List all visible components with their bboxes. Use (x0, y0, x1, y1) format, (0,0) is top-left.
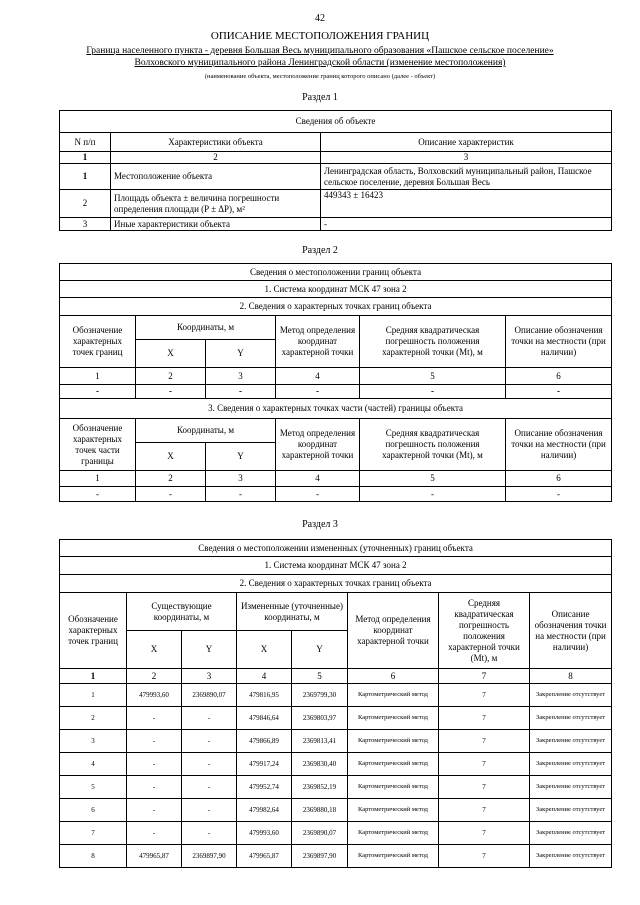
table-row (60, 730, 612, 753)
numbering-cell: 6 (348, 669, 439, 684)
section-2-table-title: Сведения о местоположении границ объекта (60, 264, 612, 281)
table-row (60, 385, 612, 399)
table-row (60, 845, 612, 868)
existing-x: - (127, 730, 182, 753)
existing-x: - (127, 776, 182, 799)
accuracy: 7 (439, 753, 530, 776)
table-row (60, 776, 612, 799)
accuracy: 7 (439, 707, 530, 730)
numbering-cell: 4 (276, 368, 360, 385)
header-x: X (136, 443, 206, 471)
numbering-cell: 5 (360, 368, 506, 385)
changed-x: 479965,87 (237, 845, 292, 868)
table-row (60, 707, 612, 730)
table-row (60, 218, 612, 231)
numbering-cell: 4 (276, 471, 360, 487)
numbering-cell: 5 (360, 471, 506, 487)
subtitle-line-1: Граница населенного пункта - деревня Большая Весь муниципального образования «Пашское сельское поселение» (86, 46, 554, 56)
row-description: Ленинградская область, Волховский муниципальный район, Пашское сельское поселение, деревня Большая Весь (321, 164, 612, 190)
document-subtitle (40, 45, 600, 69)
section-1-table-title: Сведения об объекте (60, 111, 612, 133)
method: Картометрический метод (348, 753, 439, 776)
header-x: X (237, 631, 292, 669)
numbering-cell: 3 (206, 471, 276, 487)
changed-x: 479846,64 (237, 707, 292, 730)
header-y: Y (182, 631, 237, 669)
point-description: Закрепление отсутствует (530, 799, 612, 822)
empty-cell: - (360, 487, 506, 502)
accuracy: 7 (439, 730, 530, 753)
changed-y: 2369880,18 (292, 799, 348, 822)
row-characteristic: Местоположение объекта (111, 164, 321, 190)
table-row (60, 487, 612, 502)
section-2-table (59, 263, 612, 502)
accuracy: 7 (439, 845, 530, 868)
header-point-description: Описание обозначения точки на местности (при наличии) (530, 593, 612, 669)
section-3-table-title: Сведения о местоположении измененных (уточненных) границ объекта (60, 540, 612, 557)
point-description: Закрепление отсутствует (530, 730, 612, 753)
point-description: Закрепление отсутствует (530, 753, 612, 776)
numbering-cell: 6 (506, 368, 612, 385)
method: Картометрический метод (348, 799, 439, 822)
numbering-cell: 3 (321, 152, 612, 164)
changed-y: 2369852,19 (292, 776, 348, 799)
coord-system-label: 1. Система координат МСК 47 зона 2 (60, 557, 612, 575)
numbering-cell: 1 (60, 471, 136, 487)
header-method: Метод определения координат характерной точки (276, 419, 360, 471)
point-description: Закрепление отсутствует (530, 707, 612, 730)
numbering-cell: 6 (506, 471, 612, 487)
section-1-heading: Раздел 1 (302, 92, 338, 103)
point-number: 4 (60, 753, 127, 776)
page-number: 42 (315, 13, 325, 24)
empty-cell: - (60, 487, 136, 502)
boundary-points-subtitle: 2. Сведения о характерных точках границ объекта (60, 575, 612, 593)
numbering-cell: 7 (439, 669, 530, 684)
changed-y: 2369830,40 (292, 753, 348, 776)
empty-cell: - (276, 487, 360, 502)
numbering-cell: 5 (292, 669, 348, 684)
method: Картометрический метод (348, 845, 439, 868)
point-number: 2 (60, 707, 127, 730)
row-characteristic: Иные характеристики объекта (111, 218, 321, 231)
numbering-cell: 1 (60, 368, 136, 385)
header-method: Метод определения координат характерной точки (276, 316, 360, 368)
empty-cell: - (506, 385, 612, 399)
header-point-description: Описание обозначения точки на местности (при наличии) (506, 316, 612, 368)
existing-x: - (127, 799, 182, 822)
point-number: 1 (60, 684, 127, 707)
empty-cell: - (60, 385, 136, 399)
existing-y: 2369890,07 (182, 684, 237, 707)
changed-x: 479982,64 (237, 799, 292, 822)
header-coordinates: Координаты, м (136, 316, 276, 340)
method: Картометрический метод (348, 707, 439, 730)
numbering-cell: 1 (60, 152, 111, 164)
numbering-cell: 4 (237, 669, 292, 684)
changed-y: 2369813,41 (292, 730, 348, 753)
header-coordinates: Координаты, м (136, 419, 276, 443)
existing-x: 479993,60 (127, 684, 182, 707)
existing-x: - (127, 753, 182, 776)
point-description: Закрепление отсутствует (530, 822, 612, 845)
empty-cell: - (136, 487, 206, 502)
method: Картометрический метод (348, 684, 439, 707)
existing-x: - (127, 822, 182, 845)
header-number: N п/п (60, 133, 111, 152)
section-3-table (59, 539, 612, 868)
subtitle-line-2: Волховского муниципального района Ленинградской области (изменение местоположения) (134, 58, 506, 68)
document-title: ОПИСАНИЕ МЕСТОПОЛОЖЕНИЯ ГРАНИЦ (210, 30, 430, 42)
table-row (60, 822, 612, 845)
empty-cell: - (360, 385, 506, 399)
method: Картометрический метод (348, 822, 439, 845)
numbering-cell: 1 (60, 669, 127, 684)
changed-x: 479917,24 (237, 753, 292, 776)
numbering-cell: 2 (136, 471, 206, 487)
empty-cell: - (206, 487, 276, 502)
header-x: X (127, 631, 182, 669)
method: Картометрический метод (348, 776, 439, 799)
point-description: Закрепление отсутствует (530, 684, 612, 707)
numbering-cell: 3 (182, 669, 237, 684)
point-number: 8 (60, 845, 127, 868)
row-number: 3 (60, 218, 111, 231)
point-number: 7 (60, 822, 127, 845)
table-row (60, 753, 612, 776)
numbering-cell: 2 (111, 152, 321, 164)
existing-y: - (182, 799, 237, 822)
changed-y: 2369890,07 (292, 822, 348, 845)
accuracy: 7 (439, 822, 530, 845)
existing-x: - (127, 707, 182, 730)
accuracy: 7 (439, 799, 530, 822)
table-row (60, 684, 612, 707)
table-row (60, 164, 612, 190)
subtitle-note: (наименование объекта, местоположение границ которого описано (далее - объект) (204, 73, 436, 80)
numbering-cell: 2 (127, 669, 182, 684)
header-designation-part: Обозначение характерных точек части границы (60, 419, 136, 471)
header-accuracy: Средняя квадратическая погрешность положения характерной точки (Mt), м (439, 593, 530, 669)
section-2-heading: Раздел 2 (302, 245, 338, 256)
accuracy: 7 (439, 684, 530, 707)
boundary-points-subtitle: 2. Сведения о характерных точках границ объекта (60, 298, 612, 316)
existing-y: 2369897,90 (182, 845, 237, 868)
header-method: Метод определения координат характерной точки (348, 593, 439, 669)
row-number: 1 (60, 164, 111, 190)
header-y: Y (292, 631, 348, 669)
existing-x: 479965,87 (127, 845, 182, 868)
point-number: 6 (60, 799, 127, 822)
section-3-rows (60, 684, 612, 868)
header-characteristic: Характеристики объекта (111, 133, 321, 152)
existing-y: - (182, 707, 237, 730)
point-number: 5 (60, 776, 127, 799)
row-description: 449343 ± 16423 (321, 190, 612, 218)
changed-x: 479993,60 (237, 822, 292, 845)
row-description: - (321, 218, 612, 231)
header-x: X (136, 340, 206, 368)
header-point-description: Описание обозначения точки на местности (при наличии) (506, 419, 612, 471)
numbering-cell: 8 (530, 669, 612, 684)
point-number: 3 (60, 730, 127, 753)
numbering-cell: 2 (136, 368, 206, 385)
section-3-heading: Раздел 3 (302, 519, 338, 530)
empty-cell: - (276, 385, 360, 399)
changed-x: 479816,95 (237, 684, 292, 707)
existing-y: - (182, 753, 237, 776)
header-existing-coordinates: Существующие координаты, м (127, 593, 237, 631)
changed-y: 2369799,30 (292, 684, 348, 707)
header-accuracy: Средняя квадратическая погрешность положения характерной точки (Mt), м (360, 419, 506, 471)
part-points-subtitle: 3. Сведения о характерных точках части (частей) границы объекта (60, 399, 612, 419)
point-description: Закрепление отсутствует (530, 845, 612, 868)
table-row (60, 799, 612, 822)
existing-y: - (182, 822, 237, 845)
coord-system-label: 1. Система координат МСК 47 зона 2 (60, 281, 612, 298)
header-description: Описание характеристик (321, 133, 612, 152)
numbering-cell: 3 (206, 368, 276, 385)
empty-cell: - (136, 385, 206, 399)
header-accuracy: Средняя квадратическая погрешность положения характерной точки (Mt), м (360, 316, 506, 368)
changed-y: 2369803,97 (292, 707, 348, 730)
empty-cell: - (506, 487, 612, 502)
header-changed-coordinates: Измененные (уточненные) координаты, м (237, 593, 348, 631)
existing-y: - (182, 730, 237, 753)
changed-y: 2369897,90 (292, 845, 348, 868)
header-y: Y (206, 340, 276, 368)
header-y: Y (206, 443, 276, 471)
header-designation: Обозначение характерных точек границ (60, 593, 127, 669)
changed-x: 479866,89 (237, 730, 292, 753)
changed-x: 479952,74 (237, 776, 292, 799)
point-description: Закрепление отсутствует (530, 776, 612, 799)
row-characteristic: Площадь объекта ± величина погрешности определения площади (P ± ΔP), м² (111, 190, 321, 218)
empty-cell: - (206, 385, 276, 399)
existing-y: - (182, 776, 237, 799)
accuracy: 7 (439, 776, 530, 799)
section-1-table (59, 110, 612, 231)
method: Картометрический метод (348, 730, 439, 753)
row-number: 2 (60, 190, 111, 218)
header-designation: Обозначение характерных точек границ (60, 316, 136, 368)
table-row (60, 190, 612, 218)
